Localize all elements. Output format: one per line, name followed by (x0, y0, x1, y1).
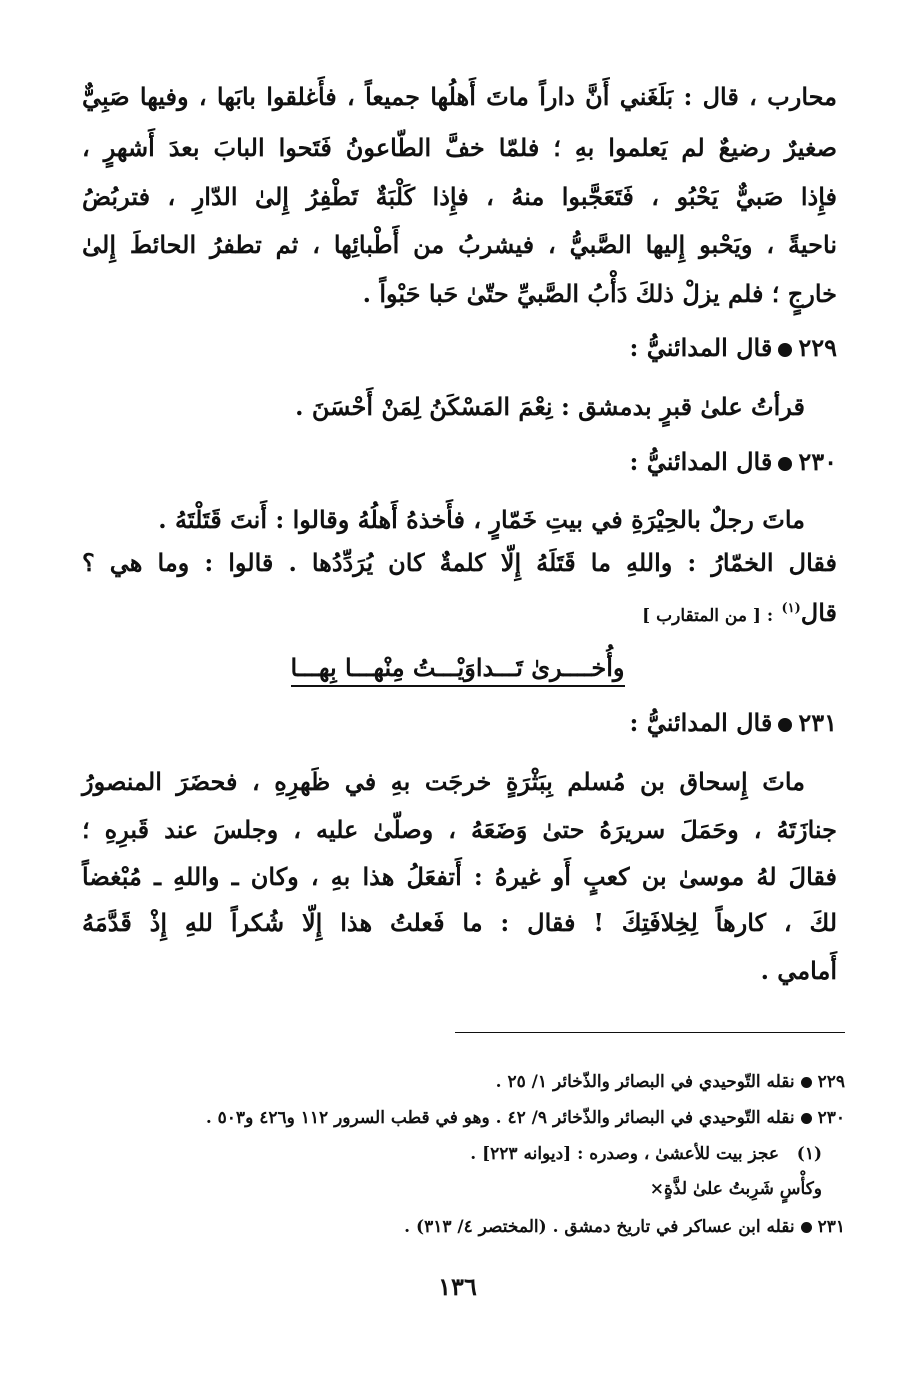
footnote-number: ٢٢٩ (817, 1072, 845, 1092)
body-line: محارب ، قال : بَلَغَني أَنَّ داراً ماتَ أَهلُها جميعاً ، فأَغلقوا بابَها ، وفيها صَبِيٌّ (82, 82, 837, 111)
entry-heading-231 (629, 708, 837, 738)
bullet-icon (778, 718, 792, 732)
bullet-icon (801, 1077, 812, 1088)
verse-line (0, 653, 915, 687)
entry-text: فقال الخمّارُ : واللهِ ما قَتَلَهُ إِلّا كلمةٌ كان يُرَدِّدُها . قالوا : وما هي ؟ (82, 548, 837, 577)
page-number: ١٣٦ (438, 1272, 477, 1301)
footnote-229 (496, 1071, 845, 1093)
entry-heading-229 (629, 333, 837, 363)
footnote-text: عجز بيت للأعشىٰ ، وصدره : [ديوانه ٢٢٣] . (470, 1144, 779, 1164)
entry-text: أَمامي . (760, 956, 837, 985)
footnote-number: (١) (796, 1144, 822, 1164)
entry-number: ٢٣٠ (798, 447, 837, 476)
body-line: ناحيةً ، ويَحْبو إِليها الصَّبيُّ ، فيشربُ من أَطْبائِها ، ثم تطفرُ الحائطَ إِلىٰ (82, 230, 837, 259)
bullet-icon (801, 1113, 812, 1124)
footnote-number: ٢٣٠ (817, 1108, 845, 1128)
footnote-text: نقله التّوحيدي في البصائر والذّخائر ٩/ ٤٢ . وهو في قطب السرور ١١٢ و٤٢٦ و٥٠٣ . (205, 1108, 795, 1128)
entry-heading-text: قال المدائنيُّ : (629, 708, 773, 737)
entry-heading-text: قال المدائنيُّ : (629, 447, 773, 476)
footnote-text: نقله ابن عساكر في تاريخ دمشق . (المختصر ٤/ ٣١٣) . (404, 1217, 795, 1237)
footnote-1 (470, 1143, 822, 1165)
body-line: خارجٍ ؛ فلم يزلْ ذلكَ دَأْبُ الصَّبيِّ حتّىٰ حَبا حَبْواً . (362, 279, 837, 308)
bullet-icon (778, 457, 792, 471)
entry-number: ٢٢٩ (798, 333, 837, 362)
quote-intro (642, 594, 837, 631)
entry-text: فقالَ لهُ موسىٰ بن كعبٍ أَو غيرهُ : أَتفعَلُ هذا بهِ ، وكان ـ واللهِ ـ مُبْغضاً (82, 862, 837, 891)
entry-text: ماتَ إِسحاق بن مُسلم بِبَثْرَةٍ خرجَت بهِ في ظَهرِهِ ، فحضَرَ المنصورُ (82, 767, 805, 796)
footnote-231 (404, 1216, 845, 1238)
footnote-verse: وكأْسٍ شَرِبتُ علىٰ لذَّةٍ× (649, 1179, 822, 1199)
verse-meter: : [ من المتقارب ] (642, 606, 774, 626)
entry-text: قرأتُ علىٰ قبرٍ بدمشق : نِعْمَ المَسْكَنُ لِمَنْ أَحْسَنَ . (295, 392, 805, 421)
entry-heading-230 (629, 447, 837, 477)
entry-number: ٢٣١ (798, 708, 837, 737)
footnote-text: نقله التّوحيدي في البصائر والذّخائر ١/ ٢٥ . (495, 1072, 795, 1092)
bullet-icon (801, 1222, 812, 1233)
footnote-number: ٢٣١ (817, 1217, 845, 1237)
entry-text: لكَ ، كارهاً لِخِلافَتِكَ ! فقال : ما فَعلتُ هذا إِلّا شُكراً للهِ إِذْ قَدَّمَهُ (82, 908, 837, 937)
footnote-separator (455, 1032, 845, 1033)
footnote-ref: (١) (781, 601, 801, 616)
footnote-230 (206, 1107, 845, 1129)
verse-text: وأُخــــرىٰ تَـــداوَيْـــتُ مِنْهـــا بِهـــا (291, 653, 625, 687)
entry-text: ماتَ رجلٌ بالحِيْرَةِ في بيتِ خَمّارٍ ، فأَخذهُ أَهلُهُ وقالوا : أَنتَ قَتَلْتَهُ . (158, 505, 805, 534)
bullet-icon (778, 343, 792, 357)
body-line: فإِذا صَبيٌّ يَحْبُو ، فَتَعَجَّبوا منهُ ، فإِذا كَلْبَةٌ تَطْفِرُ إِلىٰ الدّارِ ، فتربُضُ (82, 182, 837, 211)
quote-intro-text: قال (800, 598, 837, 627)
entry-heading-text: قال المدائنيُّ : (629, 333, 773, 362)
entry-text: جنازَتَهُ ، وحَمَلَ سريرَهُ حتىٰ وَضَعَهُ ، وصلّىٰ عليه ، وجلسَ عند قَبرِهِ ؛ (82, 815, 837, 844)
body-line: صغيرٌ رضيعٌ لم يَعلموا بهِ ؛ فلمّا خفَّ الطّاعونُ فَتَحوا البابَ بعدَ أَشهرٍ ، (82, 133, 837, 162)
